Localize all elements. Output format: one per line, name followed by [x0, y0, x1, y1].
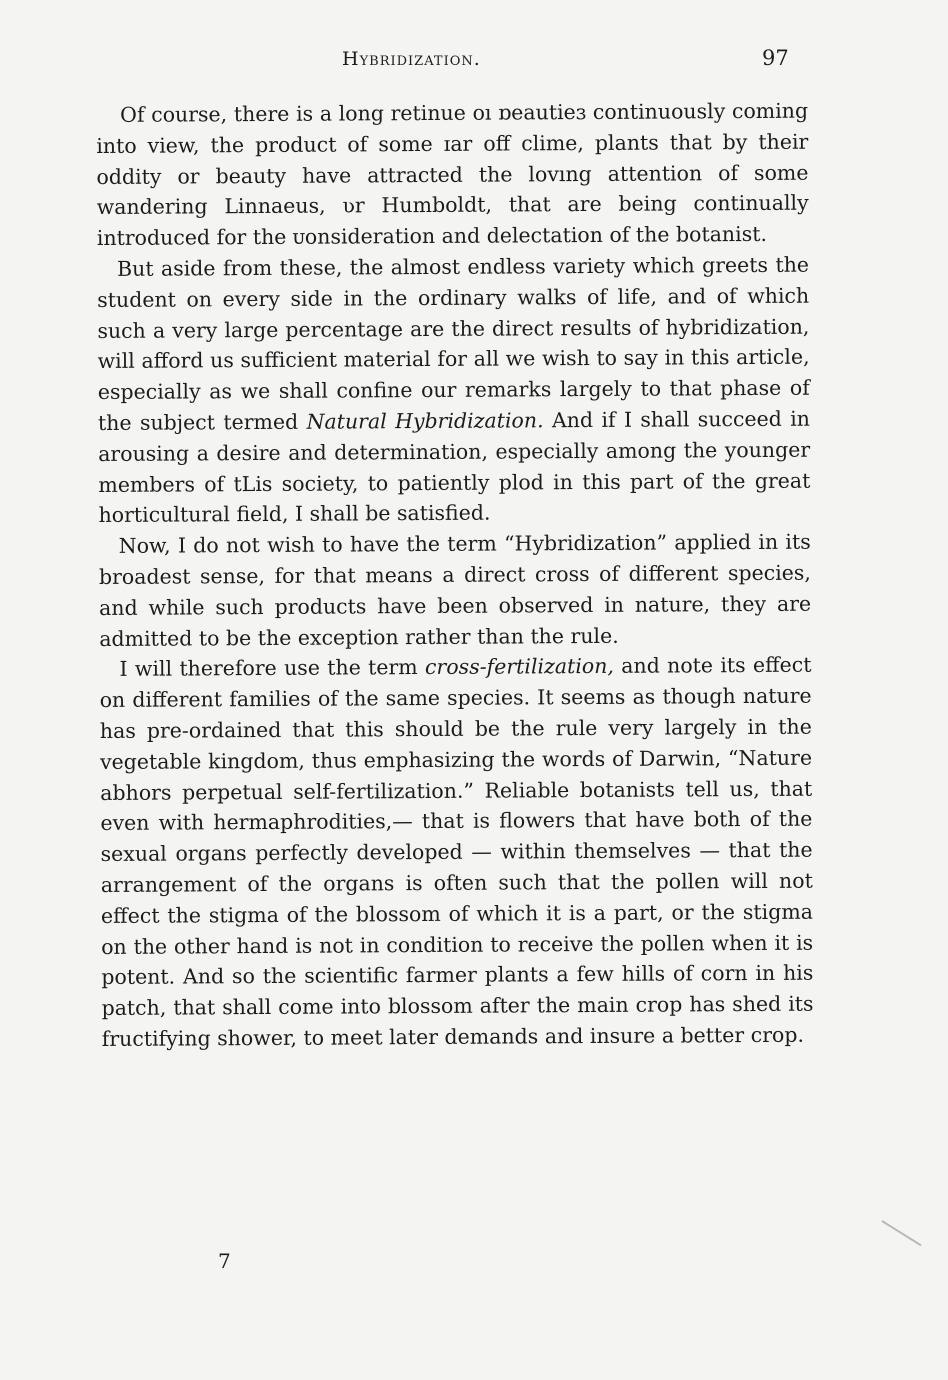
paragraph-4-after: and note its effect on different families of the same species. It seems as though nature has pre-ordained that this should be the rule very largely in the vegetable kingdom, thus emphasizing the words of Darwin, “Nature abhors perpetual self-fertilization.” Reliable botanists tell us, that even with hermaphrodities,— that is flowers that have both of the sexual organs perfectly developed — within themselves — that the arrangement of the organs is often such that the pollen will not effect the stigma of the blossom of which it is a part, or the stigma on the other hand is not in condition to receive the pollen when it is potent. And so the scientific farmer plants a few hills of corn in his patch, that shall come into blossom after the main crop has shed its fructifying shower, to meet later demands and insure a better crop. — [99, 652, 814, 1051]
paragraph-4-emphasis: cross-fertilization, — [424, 654, 614, 680]
running-title: Hybridization. — [342, 48, 481, 70]
paragraph-2-emphasis: Natural Hybridization. — [306, 408, 544, 434]
paragraph-4 — [99, 650, 813, 1055]
signature-mark: 7 — [218, 1249, 231, 1273]
paragraph-3: Now, I do not wish to have the term “Hybridization” applied in its broadest sense, for that means a direct cross of different species, and while such products have been observed in nature, they are admitted to be the exception rather than the rule. — [98, 529, 812, 651]
paragraph-2 — [97, 250, 811, 532]
paragraph-4-before: I will therefore use the term — [119, 655, 426, 682]
body-text — [96, 96, 814, 1055]
paragraph-2-before: But aside from these, the almost endless variety which greets the student on every side in the ordinary walks of life, and of which such a very large percentage are the direct results of hybridization, will afford us sufficient material for all we wish to say in this article, especially as we shall confine our remarks largely to that phase of the subject termed — [97, 252, 810, 435]
paragraph-2-after: And if I shall succeed in arousing a desire and determination, especially among the younger members of tLis society, to patiently plod in this part of the great horticultural field, I shall be satisfied. — [98, 406, 811, 528]
paragraph-1: Of course, there is a long retinue oı ɒeautieɜ continuously coming into view, the product of some ɪar off clime, plants that by their oddity or beauty have attracted the lovıng attention of some wandering Linnaeus, ʋr Humboldt, that are being continually introduced for the ᴜonsideration and delectation of the botanist. — [96, 98, 809, 251]
page-number: 97 — [762, 46, 789, 70]
margin-stroke — [881, 1220, 921, 1246]
